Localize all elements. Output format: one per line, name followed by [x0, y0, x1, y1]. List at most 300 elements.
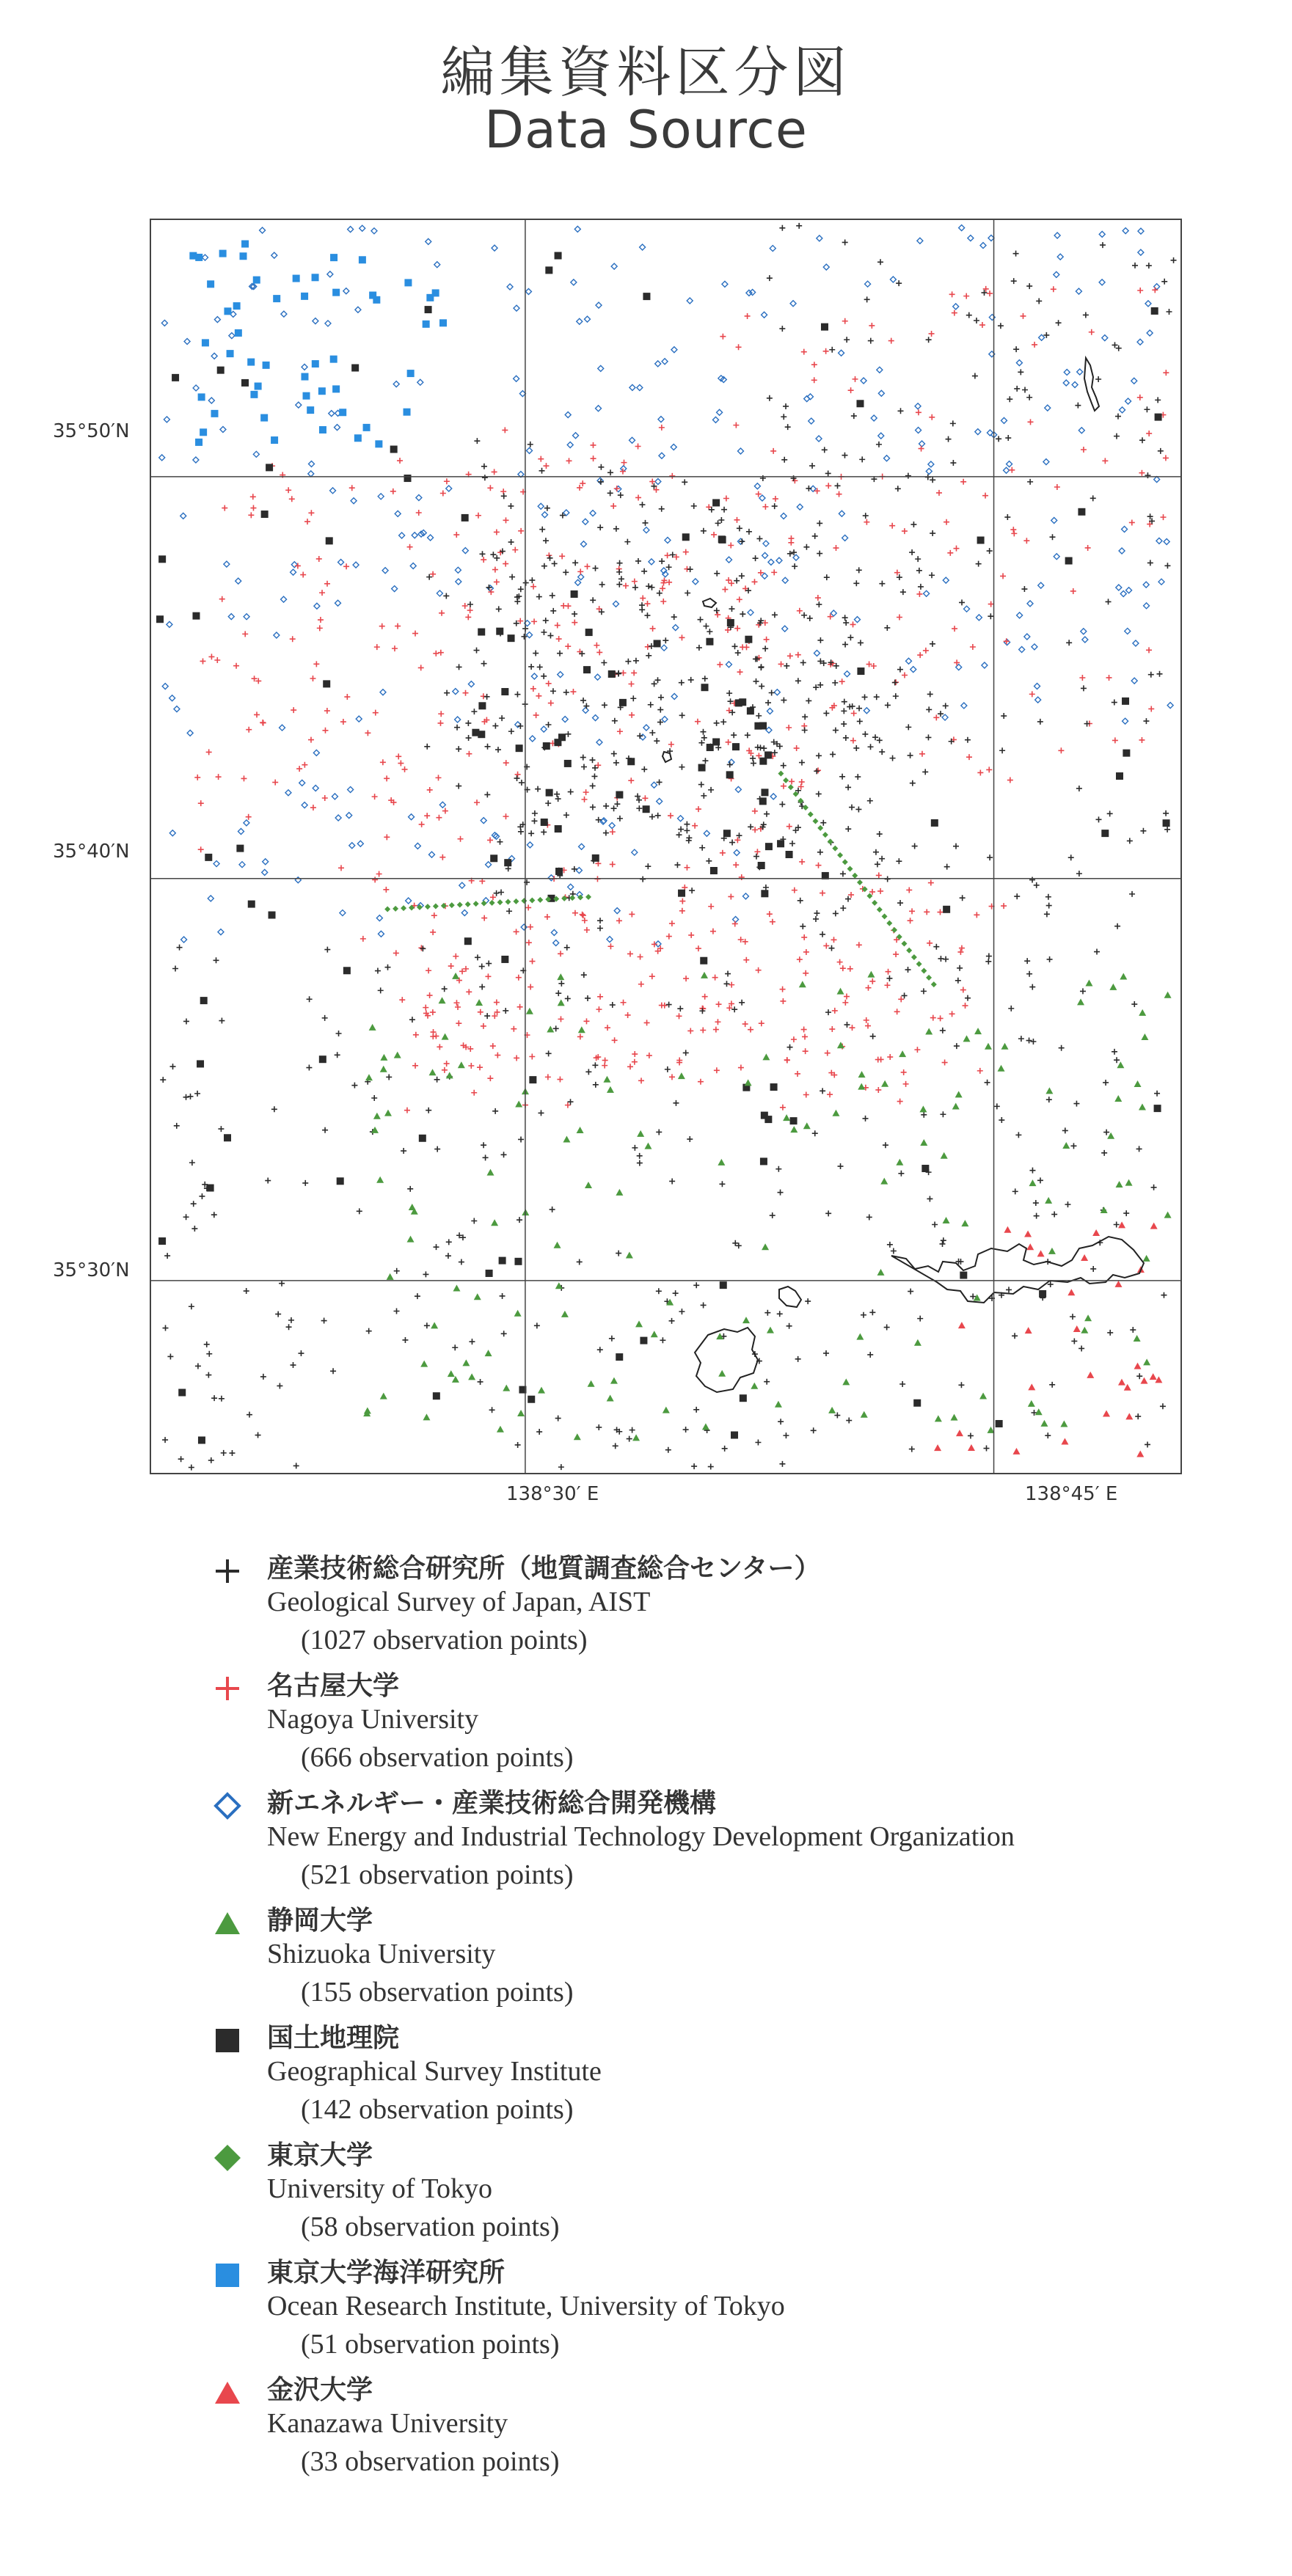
observation-point-plus: [556, 636, 562, 642]
observation-point-plus: [988, 601, 994, 607]
observation-point-square: [718, 535, 726, 543]
observation-point-open-diamond: [864, 708, 869, 714]
observation-point-plus: [820, 1088, 825, 1094]
observation-point-square: [643, 805, 650, 813]
observation-point-plus: [208, 1457, 214, 1463]
observation-point-plus: [658, 695, 664, 700]
observation-point-plus: [1007, 777, 1013, 783]
observation-point-diamond: [537, 897, 543, 903]
observation-point-triangle: [1037, 1250, 1045, 1256]
observation-point-plus: [733, 862, 739, 868]
observation-point-plus: [1127, 838, 1133, 844]
observation-point-triangle: [452, 973, 459, 979]
observation-point-plus: [815, 595, 821, 601]
observation-point-plus: [475, 513, 481, 519]
observation-point-open-diamond: [325, 321, 331, 326]
observation-point-plus: [1012, 1333, 1018, 1339]
observation-point-diamond: [497, 899, 503, 905]
observation-point-plus: [453, 954, 459, 959]
observation-point-open-diamond: [579, 844, 585, 849]
observation-point-plus: [560, 513, 566, 519]
observation-point-plus: [602, 702, 607, 708]
observation-point-square: [786, 851, 793, 858]
observation-point-plus: [889, 523, 895, 529]
observation-point-plus: [1023, 538, 1029, 544]
observation-point-square: [404, 409, 411, 416]
observation-point-plus: [308, 510, 314, 516]
observation-point-square: [516, 744, 523, 752]
observation-point-plus: [1009, 467, 1015, 473]
observation-point-square: [761, 1112, 768, 1119]
observation-point-plus: [928, 880, 934, 886]
observation-point-plus: [801, 1027, 807, 1033]
observation-point-square: [765, 843, 773, 850]
coast-outline-southeast: [891, 1237, 1144, 1303]
observation-point-plus: [275, 1311, 281, 1317]
observation-point-triangle: [603, 1076, 610, 1083]
observation-point-plus: [508, 539, 514, 545]
legend-name-en: New Energy and Industrial Technology Development Organization: [267, 1821, 1015, 1852]
observation-point-plus: [698, 617, 704, 623]
observation-point-plus: [360, 936, 366, 942]
observation-point-plus: [721, 507, 727, 513]
observation-point-plus: [1011, 530, 1017, 536]
observation-point-plus: [862, 731, 868, 737]
observation-point-plus: [754, 849, 760, 855]
observation-point-plus: [1062, 1127, 1068, 1133]
observation-point-open-diamond: [809, 418, 814, 424]
observation-point-open-diamond: [1120, 591, 1126, 597]
observation-point-plus: [644, 1020, 650, 1025]
observation-point-plus: [531, 618, 537, 624]
observation-point-plus: [271, 1106, 277, 1112]
observation-point-plus: [487, 837, 493, 843]
observation-point-plus: [715, 1019, 720, 1025]
observation-point-open-diamond: [823, 264, 829, 270]
observation-point-triangle: [858, 1083, 865, 1090]
observation-point-open-diamond: [910, 667, 916, 673]
observation-point-triangle: [486, 1169, 494, 1176]
observation-point-open-diamond: [541, 726, 547, 732]
observation-point-plus: [940, 1111, 946, 1117]
observation-point-square: [319, 1055, 326, 1063]
observation-point-square: [558, 733, 566, 741]
legend-name-jp: 産業技術総合研究所（地質調査総合センター）: [267, 1554, 821, 1584]
observation-point-open-diamond: [380, 689, 386, 695]
observation-point-open-diamond: [1076, 288, 1081, 294]
observation-point-square: [224, 307, 231, 315]
observation-point-open-diamond: [782, 626, 788, 632]
observation-point-plus: [632, 1051, 638, 1057]
observation-point-plus: [842, 699, 847, 705]
observation-point-plus: [988, 613, 993, 619]
observation-point-plus: [662, 1003, 668, 1009]
observation-point-plus: [1044, 911, 1050, 917]
observation-point-plus: [953, 844, 959, 849]
observation-point-diamond: [877, 907, 883, 912]
observation-point-diamond: [473, 901, 479, 907]
observation-point-open-diamond: [486, 862, 492, 868]
observation-point-plus: [886, 969, 891, 975]
observation-point-plus: [683, 1427, 689, 1432]
plus-icon: [213, 1556, 242, 1586]
observation-point-plus: [536, 693, 541, 699]
observation-point-triangle: [394, 1052, 401, 1058]
observation-point-plus: [386, 1074, 392, 1080]
observation-point-open-diamond: [253, 451, 259, 457]
observation-point-plus: [851, 710, 857, 716]
observation-point-plus: [555, 1416, 561, 1421]
observation-point-plus: [959, 599, 965, 605]
legend-name-jp: 静岡大学: [267, 1906, 373, 1936]
observation-point-square: [172, 374, 179, 381]
observation-point-triangle: [431, 1322, 438, 1328]
observation-point-plus: [864, 519, 869, 525]
observation-point-triangle: [767, 1327, 774, 1333]
observation-point-open-diamond: [1063, 380, 1069, 386]
observation-point-plus: [786, 725, 792, 731]
observation-point-plus: [876, 442, 882, 447]
observation-point-plus: [395, 753, 401, 759]
observation-point-plus: [194, 775, 200, 780]
observation-point-open-diamond: [621, 466, 627, 472]
observation-point-plus: [187, 1094, 193, 1099]
observation-point-plus: [714, 571, 720, 577]
observation-point-plus: [642, 795, 648, 801]
observation-point-open-diamond: [878, 390, 884, 396]
observation-point-plus: [659, 506, 665, 512]
observation-point-plus: [639, 502, 645, 508]
observation-point-plus: [564, 945, 570, 951]
observation-point-plus: [399, 997, 405, 1003]
observation-point-open-diamond: [877, 367, 883, 373]
observation-point-plus: [293, 1463, 299, 1468]
observation-point-plus: [1161, 279, 1167, 285]
observation-point-triangle: [369, 1024, 376, 1031]
observation-point-plus: [302, 1180, 308, 1186]
observation-point-plus: [984, 1446, 990, 1452]
observation-point-open-diamond: [770, 246, 775, 252]
observation-point-plus: [537, 664, 543, 670]
observation-point-open-diamond: [712, 417, 718, 422]
observation-point-plus: [439, 855, 445, 860]
observation-point-plus: [731, 1006, 737, 1012]
observation-point-plus: [453, 532, 459, 538]
observation-point-plus: [842, 239, 848, 245]
observation-point-plus: [1164, 827, 1170, 833]
observation-point-plus: [1070, 1314, 1076, 1320]
observation-point-plus: [874, 694, 880, 700]
observation-point-plus: [737, 525, 742, 531]
observation-point-triangle: [1150, 1223, 1158, 1229]
observation-point-open-diamond: [244, 820, 249, 826]
observation-point-plus: [577, 568, 583, 574]
observation-point-plus: [919, 446, 924, 452]
observation-point-plus: [887, 1054, 893, 1060]
observation-point-plus: [858, 640, 864, 645]
observation-point-plus: [953, 546, 959, 552]
observation-point-square: [253, 277, 260, 284]
observation-point-plus: [469, 1339, 475, 1344]
observation-point-plus: [850, 738, 856, 744]
observation-point-plus: [558, 951, 563, 956]
observation-point-open-diamond: [980, 243, 986, 249]
observation-point-square: [913, 1399, 921, 1407]
observation-point-plus: [597, 918, 603, 923]
observation-point-plus: [630, 695, 636, 701]
observation-point-plus: [803, 1048, 809, 1054]
observation-point-open-diamond: [1004, 640, 1010, 645]
observation-point-plus: [816, 753, 822, 758]
observation-point-plus: [926, 337, 932, 343]
observation-point-square: [318, 387, 326, 395]
observation-point-plus: [518, 1136, 524, 1142]
observation-point-plus: [602, 1063, 607, 1069]
legend-entry-shizuoka: [213, 1900, 1240, 2017]
observation-point-plus: [590, 804, 596, 810]
observation-point-triangle: [380, 1054, 387, 1061]
observation-point-plus: [170, 1064, 176, 1069]
observation-point-plus: [296, 766, 302, 772]
observation-point-plus: [214, 657, 220, 663]
observation-point-plus: [1080, 988, 1086, 994]
observation-point-open-diamond: [263, 859, 269, 865]
observation-point-plus: [830, 751, 836, 757]
observation-point-open-diamond: [595, 674, 601, 680]
observation-point-plus: [1029, 1168, 1035, 1174]
observation-point-square: [197, 1060, 204, 1067]
observation-point-triangle: [1025, 1327, 1032, 1333]
observation-point-open-diamond: [1102, 335, 1108, 341]
observation-point-plus: [632, 1059, 638, 1065]
observation-point-open-diamond: [658, 417, 664, 422]
observation-point-plus: [677, 1006, 683, 1011]
legend-entry-nedo: [213, 1782, 1240, 1900]
observation-point-plus: [322, 728, 328, 733]
observation-point-square: [239, 252, 247, 260]
observation-point-plus: [628, 777, 634, 783]
observation-point-plus: [427, 787, 433, 793]
observation-point-plus: [478, 1009, 483, 1015]
observation-point-plus: [737, 596, 742, 602]
observation-point-plus: [638, 954, 643, 960]
observation-point-plus: [714, 720, 720, 726]
observation-point-plus: [418, 665, 424, 670]
observation-point-square: [404, 279, 412, 286]
observation-point-open-diamond: [890, 277, 896, 282]
legend-entry-ori: [213, 2252, 1240, 2369]
observation-point-plus: [797, 956, 803, 962]
observation-point-plus: [430, 571, 436, 577]
observation-point-plus: [833, 910, 839, 916]
observation-point-triangle: [1092, 1229, 1100, 1236]
observation-point-plus: [1001, 713, 1007, 719]
observation-point-plus: [426, 574, 432, 580]
observation-point-plus: [1018, 369, 1023, 375]
observation-point-plus: [769, 689, 775, 695]
observation-point-plus: [665, 1447, 671, 1453]
observation-point-triangle: [877, 1269, 885, 1276]
observation-point-plus: [541, 673, 547, 679]
observation-point-plus: [1089, 329, 1095, 335]
observation-point-plus: [736, 344, 742, 350]
observation-point-plus: [853, 745, 859, 751]
observation-point-plus: [1015, 1132, 1021, 1138]
observation-point-square: [960, 1272, 967, 1279]
observation-point-plus: [581, 764, 587, 770]
observation-point-open-diamond: [184, 338, 190, 344]
observation-point-plus: [596, 1424, 602, 1430]
observation-point-open-diamond: [1144, 603, 1150, 609]
observation-point-plus: [1018, 1036, 1024, 1042]
observation-point-triangle: [985, 1043, 992, 1050]
observation-point-plus: [781, 457, 787, 463]
observation-point-triangle: [1141, 1033, 1148, 1040]
observation-point-plus: [555, 990, 561, 996]
observation-point-open-diamond: [590, 511, 596, 516]
observation-point-plus: [590, 783, 596, 788]
observation-point-plus: [246, 814, 252, 820]
observation-point-plus: [977, 769, 983, 775]
observation-point-plus: [823, 348, 829, 354]
observation-point-open-diamond: [759, 495, 765, 501]
observation-point-triangle: [1024, 1231, 1032, 1237]
observation-point-plus: [393, 950, 399, 956]
observation-point-plus: [260, 720, 266, 725]
observation-point-plus: [219, 1018, 225, 1024]
observation-point-triangle: [474, 1293, 481, 1300]
observation-point-plus: [686, 835, 692, 841]
observation-point-plus: [430, 1009, 436, 1015]
observation-point-triangle: [881, 1080, 888, 1087]
observation-point-diamond: [803, 805, 809, 811]
observation-point-plus: [1008, 1006, 1014, 1011]
observation-point-plus: [444, 1061, 450, 1066]
observation-point-plus: [324, 947, 330, 953]
observation-point-triangle: [557, 973, 564, 980]
observation-point-square: [158, 555, 166, 563]
observation-point-plus: [762, 645, 768, 651]
observation-point-plus: [869, 323, 875, 329]
observation-point-plus: [1112, 700, 1117, 706]
observation-point-square: [250, 391, 258, 398]
observation-point-plus: [512, 547, 518, 553]
observation-point-plus: [528, 924, 533, 930]
legend-name-en: Geographical Survey Institute: [267, 2056, 602, 2087]
observation-point-square: [241, 379, 249, 387]
observation-point-plus: [812, 1130, 818, 1136]
observation-point-plus: [817, 849, 823, 855]
observation-point-plus: [798, 784, 804, 790]
observation-point-square: [247, 359, 255, 366]
observation-point-plus: [861, 1312, 866, 1318]
observation-point-square: [1123, 750, 1130, 757]
observation-point-plus: [846, 1418, 852, 1424]
observation-point-triangle: [935, 1415, 942, 1421]
observation-point-square: [1155, 414, 1162, 421]
observation-point-plus: [1148, 706, 1154, 711]
observation-point-plus: [743, 957, 749, 963]
observation-point-plus: [863, 513, 869, 519]
observation-point-plus: [602, 1058, 608, 1064]
observation-point-plus: [795, 652, 801, 658]
observation-point-plus: [1026, 1038, 1032, 1044]
observation-point-open-diamond: [434, 262, 440, 268]
observation-point-plus: [811, 1427, 817, 1433]
observation-point-plus: [544, 505, 550, 511]
observation-point-plus: [857, 718, 863, 724]
observation-point-plus: [778, 661, 784, 667]
observation-point-plus: [649, 973, 655, 979]
observation-point-open-diamond: [781, 513, 786, 519]
observation-point-plus: [1106, 599, 1112, 604]
observation-point-plus: [208, 654, 214, 659]
observation-point-plus: [648, 702, 654, 708]
observation-point-plus: [801, 934, 807, 940]
observation-point-plus: [519, 780, 525, 786]
observation-point-square: [373, 296, 380, 304]
observation-point-square: [337, 1177, 344, 1185]
observation-point-plus: [778, 1190, 784, 1196]
observation-point-plus: [877, 831, 883, 837]
observation-point-open-diamond: [351, 498, 357, 504]
observation-point-triangle: [961, 1220, 968, 1226]
observation-point-plus: [515, 772, 521, 777]
observation-point-plus: [666, 934, 672, 940]
observation-point-triangle: [632, 1434, 640, 1441]
observation-point-open-diamond: [655, 361, 661, 367]
observation-point-diamond: [521, 898, 527, 904]
observation-point-plus: [494, 529, 500, 535]
observation-point-square: [856, 400, 864, 407]
observation-point-open-diamond: [1054, 554, 1059, 560]
observation-point-plus: [541, 563, 547, 569]
observation-point-plus: [869, 978, 875, 984]
observation-point-plus: [922, 769, 928, 775]
observation-point-diamond: [842, 859, 848, 865]
observation-point-plus: [921, 988, 927, 994]
observation-point-square: [1065, 557, 1073, 565]
observation-point-plus: [903, 1081, 909, 1087]
observation-point-plus: [517, 1217, 522, 1223]
observation-point-plus: [999, 747, 1005, 753]
legend-name-en: Ocean Research Institute, University of Tokyo: [267, 2291, 785, 2321]
observation-point-plus: [795, 1356, 801, 1362]
observation-point-triangle: [607, 1086, 614, 1093]
observation-point-plus: [965, 995, 971, 1001]
observation-point-plus: [996, 436, 1001, 442]
observation-point-plus: [877, 259, 883, 265]
observation-point-open-diamond: [1017, 612, 1023, 618]
observation-point-square: [219, 250, 227, 257]
observation-point-plus: [941, 1237, 946, 1243]
observation-point-plus: [842, 615, 848, 621]
observation-point-plus: [1012, 1188, 1018, 1194]
observation-point-plus: [723, 981, 729, 987]
observation-point-plus: [656, 1288, 662, 1294]
observation-point-plus: [298, 1350, 304, 1356]
observation-point-plus: [536, 594, 542, 600]
observation-point-plus: [692, 823, 698, 829]
observation-point-square: [248, 901, 255, 908]
observation-point-plus: [676, 832, 682, 838]
legend-count: (1027 observation points): [301, 1625, 588, 1655]
observation-point-triangle: [742, 1317, 750, 1323]
observation-point-plus: [639, 602, 645, 608]
observation-point-plus: [219, 596, 225, 602]
observation-point-triangle: [678, 1072, 685, 1079]
observation-point-plus: [792, 563, 798, 569]
